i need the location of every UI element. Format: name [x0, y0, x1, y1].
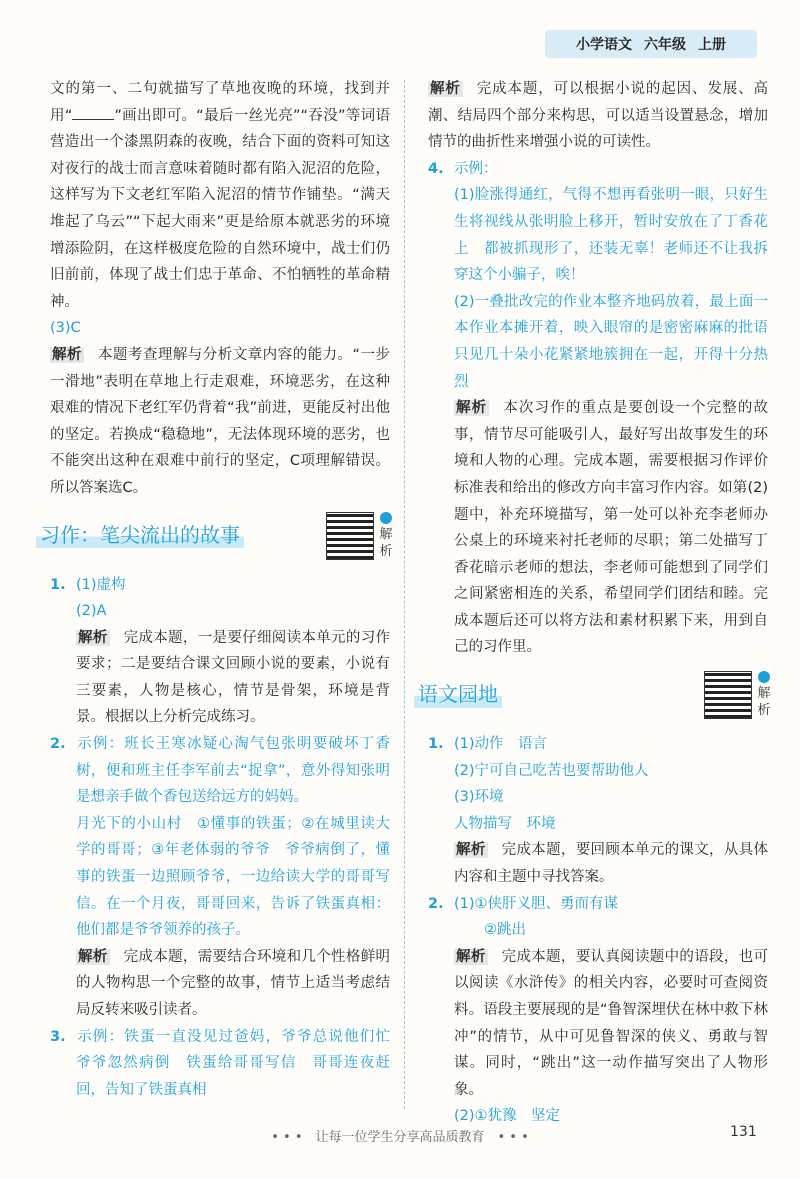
- page-header: [545, 30, 757, 58]
- right-column: [418, 76, 783, 1130]
- garden-q1-answer-4: 人物描写 环境: [454, 815, 556, 832]
- garden-q2-answer-2: ②跳出: [484, 922, 526, 939]
- garden-question-1: 1. (1)动作 语言: [428, 736, 548, 753]
- garden-q1-answer-2: (2)宁可自己吃苦也要帮助他人: [454, 762, 649, 779]
- page-number: 131: [730, 1124, 757, 1140]
- header-grade: 六年级: [644, 37, 686, 53]
- q3-analysis: 解析 本题考查理解与分析文章内容的能力。“一步一滑地”表明在草地上行走艰难，环境恶劣，在这种艰难的情况下老红军仍背着“我”前进，更能反衬出他的坚定。若换成“稳稳地”，无法体现环境的恶劣，也不能突出这种在艰难中前行的坚定，C项理解错误。所以答案选C。: [50, 346, 390, 496]
- left-column: [40, 76, 405, 1103]
- q2-answer-2: 月光下的小山村 ①懂事的铁蛋；②在城里读大学的哥哥；③年老体弱的爷爷 爷爷病倒了，懂事的铁蛋一边照顾爷爷，一边给读大学的哥哥写信。在一个月夜，哥哥回来，告诉了铁蛋真相：他们都是爷爷领养的孩子。: [76, 815, 390, 939]
- garden-q2-analysis: 解析 完成本题，要认真阅读题中的语段，也可以阅读《水浒传》的相关内容，必要时可查阅资料。语段主要展现的是“鲁智深埋伏在林中救下林冲”的情节，从中可见鲁智深的侠义、勇敢与智谋。同时，“跳出”这一动作描写突出了人物形象。: [454, 948, 769, 1098]
- play-icon: [380, 512, 392, 524]
- garden-q2-answer-3: (2)①犹豫 坚定: [454, 1108, 561, 1125]
- qr-code-icon[interactable]: [704, 671, 752, 719]
- play-icon: [758, 671, 770, 683]
- q1-answer-2: (2)A: [76, 603, 107, 620]
- q4-analysis: 解析 本次习作的重点是要创设一个完整的故事，情节尽可能吸引人，最好写出故事发生的环境和人物的心理。完成本题，需要根据习作评价标准表和给出的修改方向丰富习作内容。如第(2)题中，补充环境描写，第一处可以补充李老师办公桌上的环境来衬托老师的尽职；第二处描写丁香花暗示老师的想法，李老师可能想到了同学们之间紧密相连的关系，希望同学们团结和睦。完成本题后还可以将方法和素材积累下来，用到自己的习作里。: [454, 400, 769, 656]
- footer-slogan: • • • 让每一位学生分享高品质教育 • • •: [271, 1130, 529, 1145]
- garden-q1-analysis: 解析 完成本题，要回顾本单元的课文，从具体内容和主题中寻找答案。: [454, 842, 769, 886]
- question-3: 3. 示例：铁蛋一直没见过爸妈，爷爷总说他们忙 爷爷忽然病倒 铁蛋给哥哥写信 哥哥连夜赶回，告知了铁蛋真相: [50, 1028, 405, 1098]
- q4-answer-1: (1)脸涨得通红，气得不想再看张明一眼，只好生生将视线从张明脸上移开，暂时安放在了丁香花上 都被抓现形了，还装无辜！老师还不让我拆穿这个小骗子，唉！: [454, 187, 768, 284]
- section-writing: [40, 510, 393, 566]
- q1-analysis: 解析 完成本题，一是要仔细阅读本单元的习作要求；二是要结合课文回顾小说的要素，小说有三要素，人物是核心，情节是骨架，环境是背景。根据以上分析完成练习。: [76, 629, 391, 726]
- analysis-label: 解析: [52, 346, 82, 363]
- column-divider: [404, 80, 405, 1109]
- section-garden: [418, 669, 771, 725]
- blank-line: [72, 105, 114, 120]
- q2-analysis: 解析 完成本题，需要结合环境和几个性格鲜明的人物构思一个完整的故事，情节上适当考虑结局反转来吸引读者。: [76, 948, 391, 1018]
- section-title: 语文园地: [414, 681, 502, 708]
- top-analysis: 解析 完成本题，可以根据小说的起因、发展、高潮、结局四个部分来构思，可以适当设置悬念，增加情节的曲折性来增强小说的可读性。: [428, 81, 768, 151]
- garden-question-2: 2. (1)①侠肝义胆、勇而有谋: [428, 895, 619, 912]
- q4-answer-2: (2)一叠批改完的作业本整齐地码放着，最上面一本作业本摊开着，映入眼帘的是密密麻麻的批语 只见几十朵小花紧紧地簇拥在一起，开得十分热烈: [454, 293, 783, 390]
- question-2: 2. 示例：班长王寒冰疑心淘气包张明要破坏丁香树，便和班主任李军前去“捉拿”，意外得知张明是想亲手做个香包送给远方的妈妈。: [50, 736, 390, 806]
- q3-answer: (3)C: [50, 320, 81, 337]
- section-title: 习作：笔尖流出的故事: [36, 522, 244, 549]
- header-subject: 小学语文: [576, 37, 632, 53]
- qr-label: 解析: [756, 671, 772, 719]
- qr-code-icon[interactable]: [326, 512, 374, 560]
- question-4: 4. 示例：: [428, 160, 498, 177]
- qr-label: 解析: [378, 512, 394, 560]
- intro-paragraph: 文的第一、二句就描写了草地夜晚的环境，找到并用“ ”画出即可。“最后一丝光亮”“吞没”等词语营造出一个漆黑阴森的夜晚，结合下面的资料可知这对夜行的战士而言意味着随时都有陷入泥沼的危险，这样写为下文老红军陷入泥沼的情节作铺垫。“满天堆起了乌云”“下起大雨来”更是给原本就恶劣的环境增添险阴，在这样极度危险的自然环境中，战士们仍旧前前，体现了战士们忠于革命、不怕牺牲的革命精神。: [50, 81, 391, 310]
- question-1: 1. (1)虚构: [50, 576, 126, 593]
- header-volume: 上册: [698, 37, 726, 53]
- garden-q1-answer-3: (3)环境: [454, 789, 504, 806]
